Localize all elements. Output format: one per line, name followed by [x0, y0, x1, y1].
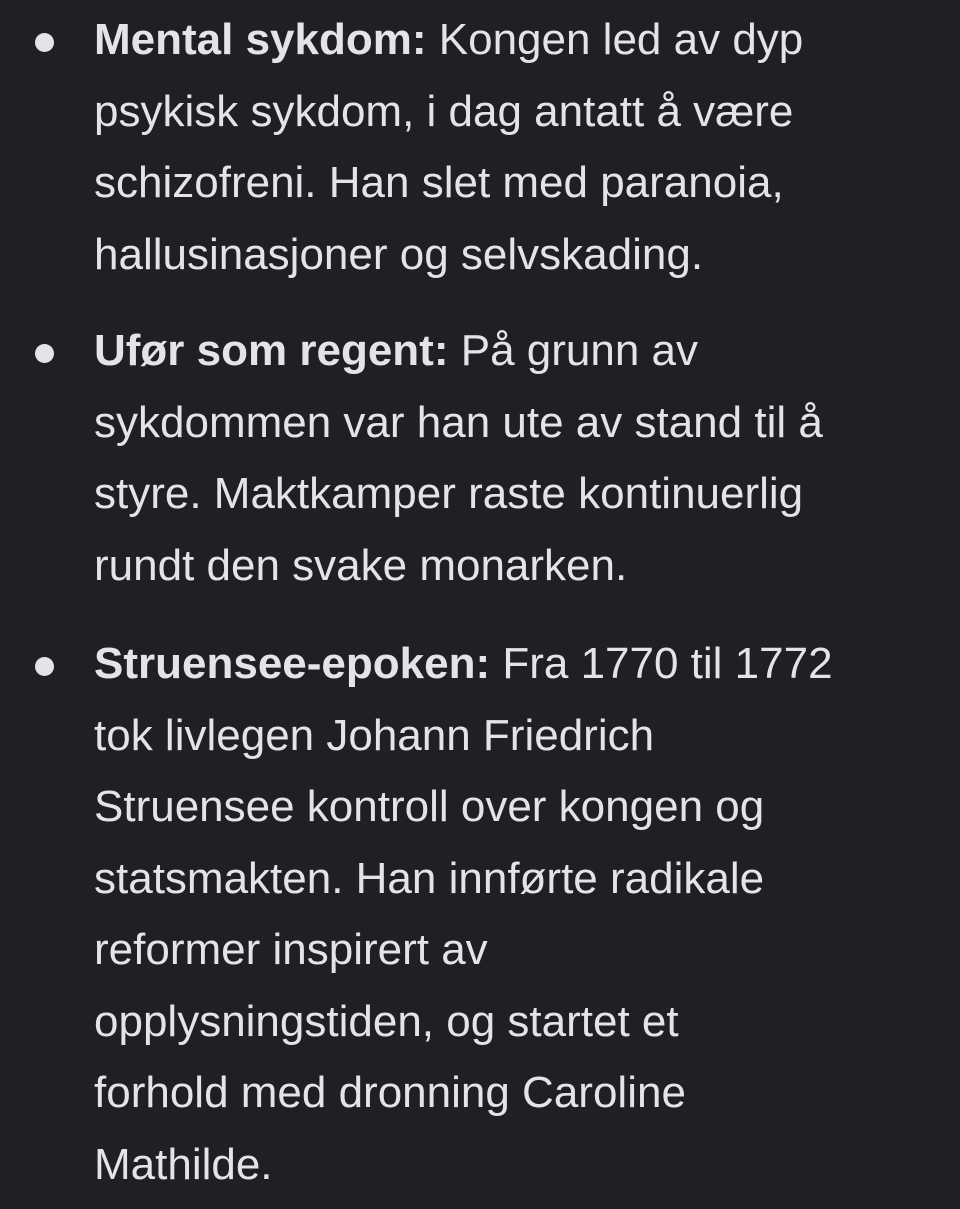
text-line: reformer inspirert av [94, 925, 488, 974]
text-line: forhold med dronning Caroline [94, 1068, 686, 1117]
text-line: Mathilde. [94, 1139, 273, 1189]
list-item-term: Mental sykdom: [94, 15, 427, 64]
list-item-term: Struensee-epoken: [94, 639, 491, 688]
text-line: tok livlegen Johann Friedrich [94, 710, 655, 760]
list-item-body: Fra 1770 til 1772 [502, 639, 833, 688]
list-item-term: Ufør som regent: [94, 326, 449, 375]
text-line: sykdommen var han ute av stand til å [94, 397, 823, 447]
text-line: schizofreni. Han slet med paranoia, [94, 158, 784, 207]
text-line: psykisk sykdom, i dag antatt å være [94, 86, 794, 136]
list-item-body: Kongen led av dyp [438, 15, 804, 64]
list-item-text [94, 628, 924, 1200]
list-item-body: På grunn av [460, 326, 698, 375]
text-line [94, 315, 924, 387]
bullet-icon [35, 657, 54, 676]
text-line: Struensee kontroll over kongen og [94, 782, 765, 831]
bullet-icon [35, 344, 54, 363]
text-line: hallusinasjoner og selvskading. [94, 229, 704, 279]
text-line: rundt den svake monarken. [94, 540, 628, 590]
list-item-text [94, 315, 924, 601]
bullet-icon [35, 33, 54, 52]
text-line [94, 628, 924, 700]
text-line: opplysningstiden, og startet et [94, 996, 679, 1046]
text-line [94, 4, 924, 76]
list-item-text [94, 4, 924, 290]
text-line: statsmakten. Han innførte radikale [94, 853, 765, 903]
text-line: styre. Maktkamper raste kontinuerlig [94, 469, 804, 518]
